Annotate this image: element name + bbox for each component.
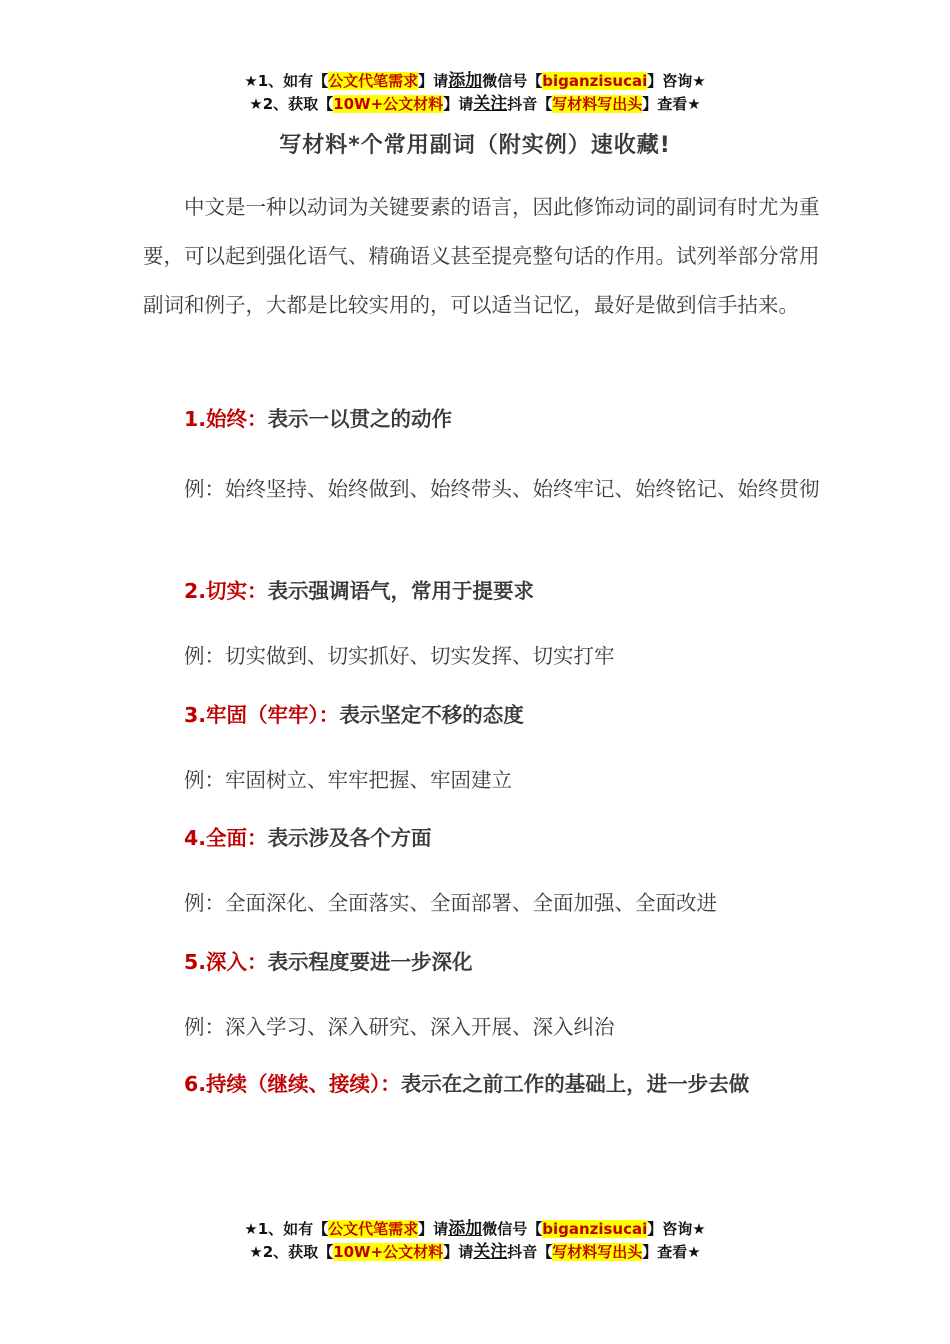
example-text: 例：全面深化、全面落实、全面部署、全面加强、全面改进 [184,891,717,915]
adverb-description: 表示程度要进一步深化 [267,950,473,974]
example-text: 例：切实做到、切实抓好、切实发挥、切实打牢 [184,644,615,668]
header-banner [0,70,950,116]
adverb-description: 表示一以贯之的动作 [267,407,453,431]
banner-text: ★2、获取【 [249,95,334,113]
adverb-keyword: 5.深入： [184,950,268,974]
banner-text: 】请 [418,72,449,90]
banner-text: ★1、如有【 [244,72,329,90]
underlined-action: 添加 [448,1219,483,1239]
banner-text: 】请 [443,95,474,113]
section-3 [143,700,823,805]
banner-text: ★1、如有【 [244,1220,329,1238]
adverb-keyword: 2.切实： [184,579,268,603]
section-heading [143,823,823,853]
page-title: 写材料*个常用副词（附实例）速收藏! [279,133,671,158]
example-text: 例：始终坚持、始终做到、始终带头、始终牢记、始终铭记、始终贯彻 [184,477,820,501]
banner-text: 】查看★ [642,1243,701,1261]
example-text: 例：深入学习、深入研究、深入开展、深入纠治 [184,1015,615,1039]
underlined-action: 关注 [473,1242,508,1262]
section-heading [143,576,823,606]
highlight-wechat-id: biganzisucai [542,1220,648,1238]
adverb-description: 表示涉及各个方面 [267,826,432,850]
banner-line-2 [0,93,950,116]
adverb-keyword: 3.牢固（牢牢）： [184,703,340,727]
section-5 [143,947,823,1052]
banner-text: 】请 [443,1243,474,1261]
banner-text: 】咨询★ [647,1220,706,1238]
underlined-action: 添加 [448,71,483,91]
adverb-description: 表示在之前工作的基础上，进一步去做 [400,1072,750,1096]
banner-text: 微信号【 [482,1220,543,1238]
footer-banner [0,1218,950,1264]
banner-text: ★2、获取【 [249,1243,334,1261]
banner-text: 】请 [418,1220,449,1238]
section-heading [143,404,823,434]
banner-text: 】咨询★ [647,72,706,90]
section-2 [143,576,823,681]
section-heading [143,1060,823,1109]
banner-line-1 [0,1218,950,1241]
section-1 [143,404,823,514]
highlight-service: 公文代笔需求 [328,1220,419,1238]
banner-text: 抖音【 [507,95,553,113]
highlight-materials: 10W+公文材料 [333,1243,444,1261]
adverb-keyword: 4.全面： [184,826,268,850]
highlight-service: 公文代笔需求 [328,72,419,90]
adverb-keyword: 6.持续（继续、接续）： [184,1072,401,1096]
banner-line-1 [0,70,950,93]
section-heading [143,947,823,977]
highlight-wechat-id: biganzisucai [542,72,648,90]
highlight-materials: 10W+公文材料 [333,95,444,113]
section-6 [143,1060,823,1109]
banner-text: 】查看★ [642,95,701,113]
intro-paragraph: 中文是一种以动词为关键要素的语言，因此修饰动词的副词有时尤为重要，可以起到强化语气、精确语义甚至提亮整句话的作用。试列举部分常用副词和例子，大都是比较实用的，可以适当记忆，最好是做到信手拈来。 [143,195,820,317]
banner-text: 抖音【 [507,1243,553,1261]
banner-text: 微信号【 [482,72,543,90]
banner-line-2 [0,1241,950,1264]
underlined-action: 关注 [473,94,508,114]
example-text: 例：牢固树立、牢牢把握、牢固建立 [184,768,512,792]
section-4 [143,823,823,928]
section-heading [143,700,823,730]
adverb-keyword: 1.始终： [184,407,268,431]
highlight-douyin-account: 写材料写出头 [552,1243,643,1261]
adverb-description: 表示坚定不移的态度 [339,703,524,727]
highlight-douyin-account: 写材料写出头 [552,95,643,113]
adverb-description: 表示强调语气，常用于提要求 [267,579,535,603]
